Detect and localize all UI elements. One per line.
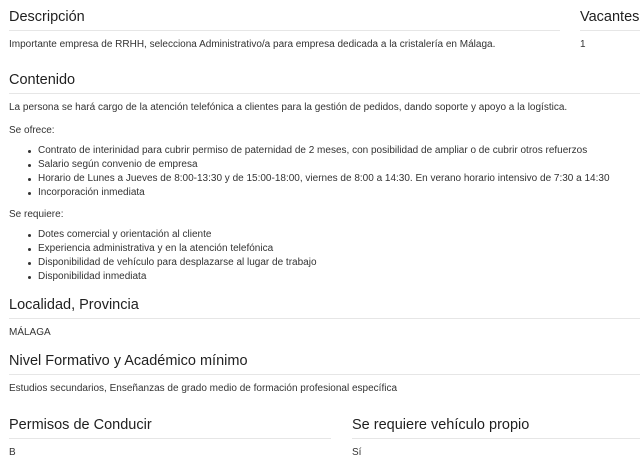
vehiculo-value: Sí (352, 447, 362, 458)
contenido-heading: Contenido (9, 72, 76, 88)
bullet-icon (28, 276, 31, 279)
vacantes-divider (580, 30, 640, 31)
permisos-heading: Permisos de Conducir (9, 417, 152, 433)
contenido-divider (9, 93, 640, 94)
localidad-value: MÁLAGA (9, 327, 51, 338)
bullet-icon (28, 178, 31, 181)
bullet-icon (28, 150, 31, 153)
descripcion-text: Importante empresa de RRHH, selecciona Administrativo/a para empresa dedicada a la cristalería en Málaga. (9, 39, 496, 50)
vehiculo-heading: Se requiere vehículo propio (352, 417, 530, 433)
ofrece-item: Salario según convenio de empresa (38, 159, 198, 170)
nivel-divider (9, 374, 640, 375)
bullet-icon (28, 262, 31, 265)
bullet-icon (28, 234, 31, 237)
requiere-item: Experiencia administrativa y en la atención telefónica (38, 243, 274, 254)
se-requiere-label: Se requiere: (9, 209, 64, 220)
contenido-intro: La persona se hará cargo de la atención telefónica a clientes para la gestión de pedidos, dando soporte y apoyo a la logística. (9, 102, 568, 113)
ofrece-item: Horario de Lunes a Jueves de 8:00-13:30 y de 15:00-18:00, viernes de 8:00 a 14:30. En verano horario intensivo de 7:30 a 14:30 (38, 173, 610, 184)
localidad-divider (9, 318, 640, 319)
requiere-item: Disponibilidad inmediata (38, 271, 147, 282)
ofrece-item: Contrato de interinidad para cubrir permiso de paternidad de 2 meses, con posibilidad de ampliar o de cubrir otros refuerzos (38, 145, 588, 156)
vacantes-heading: Vacantes (580, 9, 640, 25)
bullet-icon (28, 192, 31, 195)
nivel-value: Estudios secundarios, Enseñanzas de grado medio de formación profesional específica (9, 383, 398, 394)
nivel-heading: Nivel Formativo y Académico mínimo (9, 353, 248, 369)
se-ofrece-label: Se ofrece: (9, 125, 55, 136)
vehiculo-divider (352, 438, 640, 439)
localidad-heading: Localidad, Provincia (9, 297, 139, 313)
ofrece-item: Incorporación inmediata (38, 187, 145, 198)
descripcion-heading: Descripción (9, 9, 85, 25)
vacantes-value: 1 (580, 39, 586, 50)
requiere-item: Disponibilidad de vehículo para desplazarse al lugar de trabajo (38, 257, 317, 268)
descripcion-divider (9, 30, 560, 31)
bullet-icon (28, 248, 31, 251)
permisos-value: B (9, 447, 16, 458)
bullet-icon (28, 164, 31, 167)
requiere-item: Dotes comercial y orientación al cliente (38, 229, 212, 240)
permisos-divider (9, 438, 331, 439)
